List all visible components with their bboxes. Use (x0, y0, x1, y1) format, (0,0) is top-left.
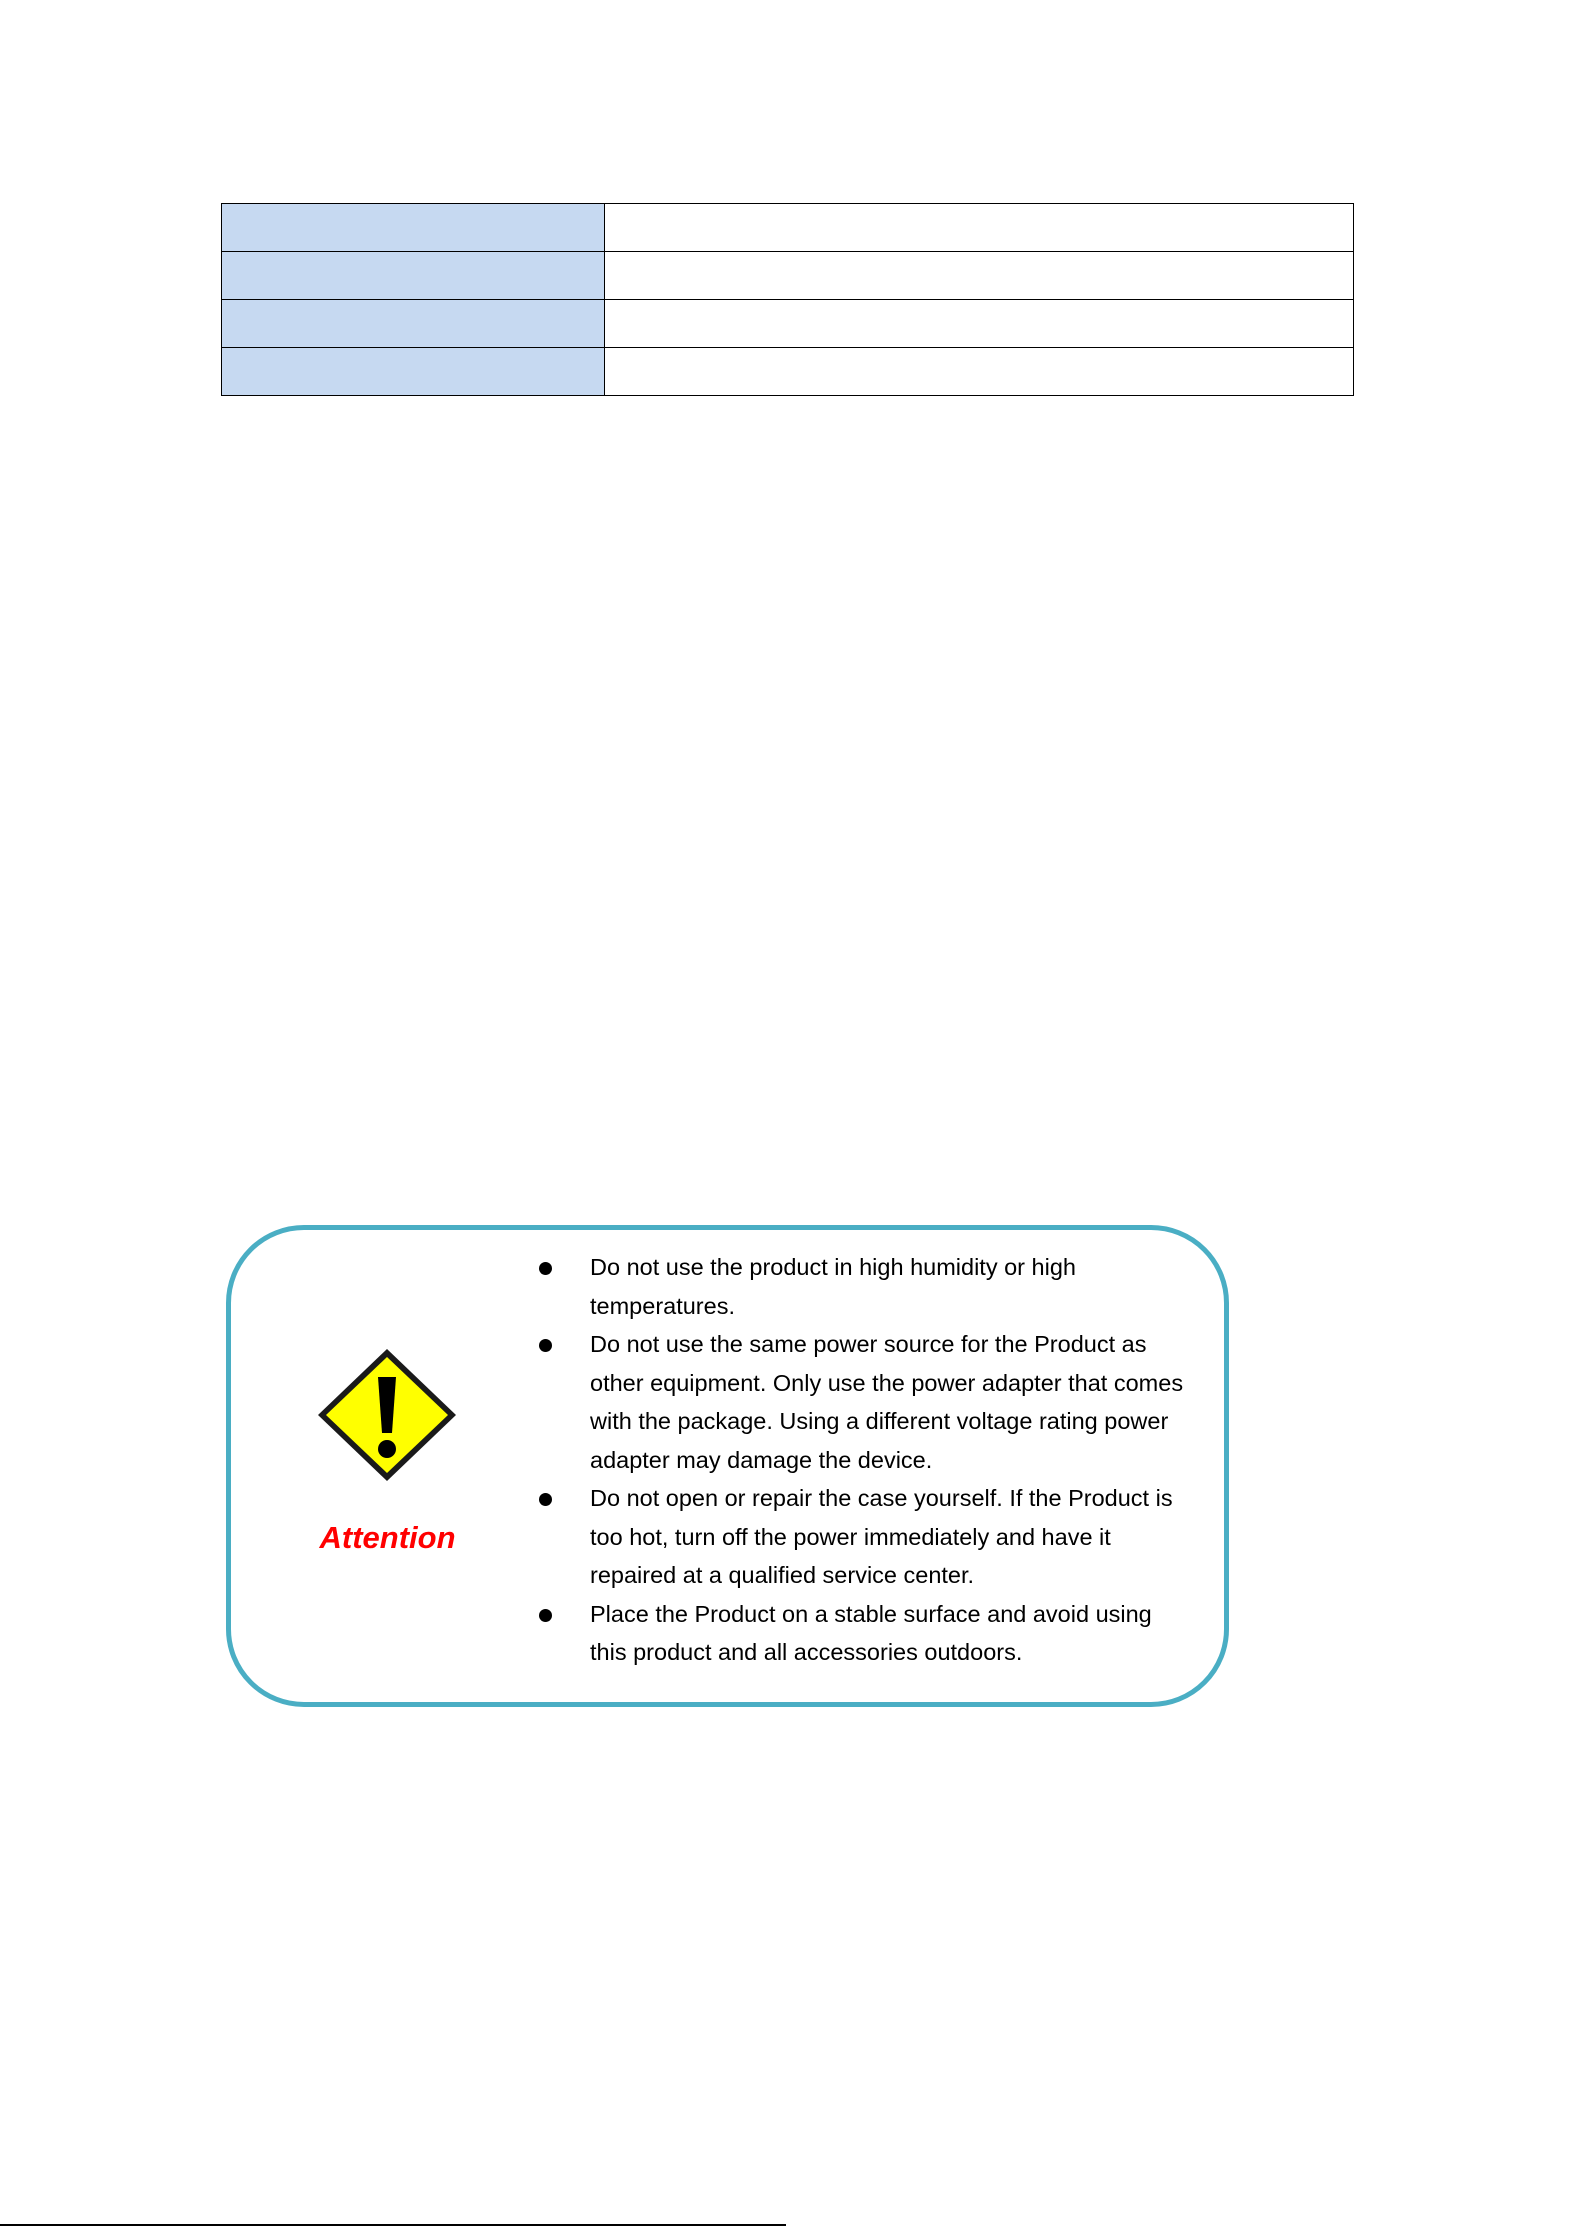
bullet-icon (539, 1262, 552, 1275)
table-value-cell (605, 204, 1354, 252)
bullet-icon (539, 1339, 552, 1352)
list-item (534, 1595, 1194, 1672)
table-key-cell (222, 348, 605, 396)
list-item-text: Do not use the same power source for the Product as other equipment. Only use the power adapter that comes with the package. Using a different voltage rating power adapter may damage the device. (590, 1331, 1184, 1473)
table-key-cell (222, 204, 605, 252)
table-key-cell (222, 300, 605, 348)
table-value-cell (605, 348, 1354, 396)
list-item-text: Do not use the product in high humidity or high temperatures. (590, 1254, 1076, 1319)
attention-label: Attention (319, 1520, 456, 1555)
spec-table (221, 203, 1354, 396)
attention-list (534, 1248, 1194, 1672)
list-item-text: Place the Product on a stable surface and avoid using this product and all accessories outdoors. (590, 1600, 1152, 1665)
table-key-cell (222, 252, 605, 300)
table-row (222, 300, 1354, 348)
list-item (534, 1248, 1194, 1325)
table-row (222, 252, 1354, 300)
list-item (534, 1479, 1194, 1595)
table-row (222, 348, 1354, 396)
table-value-cell (605, 300, 1354, 348)
footnote-separator (0, 2224, 786, 2226)
bullet-icon (539, 1609, 552, 1622)
table-row (222, 204, 1354, 252)
list-item (534, 1325, 1194, 1479)
warning-diamond-icon (312, 1343, 462, 1483)
table-value-cell (605, 252, 1354, 300)
list-item-text: Do not open or repair the case yourself. If the Product is too hot, turn off the power immediately and have it repaired at a qualified service center. (590, 1485, 1173, 1588)
bullet-icon (539, 1493, 552, 1506)
